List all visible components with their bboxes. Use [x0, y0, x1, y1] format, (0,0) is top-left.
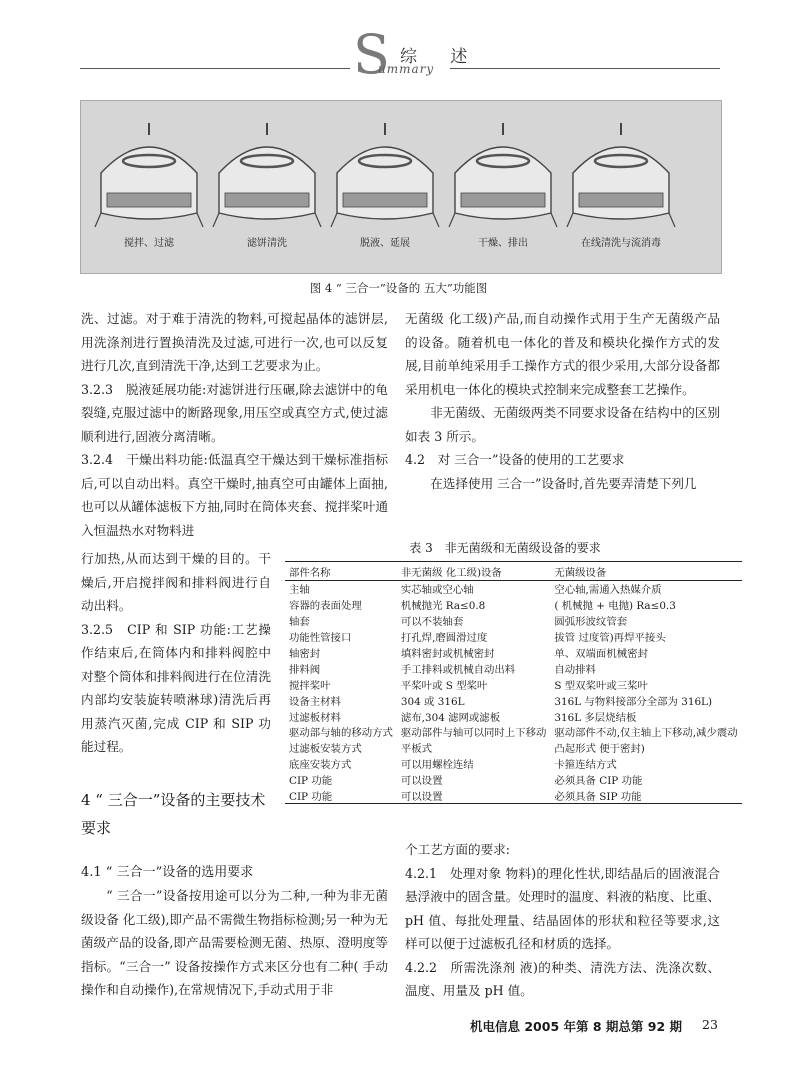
paragraph: 4.2.1 处理对象 物料)的理化性状,即结晶后的固液混合悬浮液中的固含量。处理时的温度、料液的粘度、比重、pH 值、每批处理量、结晶固体的形状和粒径等要求,这样可以便于过滤板孔径和材质的选择。 — [405, 865, 720, 951]
header-rule-right — [450, 68, 720, 69]
figure-panel-label: 干燥、排出 — [478, 238, 528, 249]
table-cell: 平板式 — [400, 743, 433, 756]
table-row — [285, 613, 742, 629]
paragraph: 4.2.2 所需洗涤剂 液)的种类、清洗方法、洗涤次数、温度、用量及 pH 值。 — [405, 959, 720, 998]
figure-panel-label: 脱液、延展 — [360, 238, 410, 249]
figure-caption: 图 4 “ 三合一”设备的 五大”功能图 — [309, 281, 488, 295]
table-cell: 必须具备 CIP 功能 — [554, 775, 643, 788]
table-cell: 316L 与物料接部分全部为 316L) — [554, 695, 713, 708]
page-number: 23 — [702, 1017, 718, 1032]
section-subtitle: ummary — [378, 62, 435, 76]
table-row — [285, 660, 742, 676]
table-cell: 驱动部件不动,仅主轴上下移动,减少震动 — [554, 727, 738, 740]
paragraph: “ 三合一”设备按用途可以分为二种,一种为非无菌级设备 化工级),即产品不需微生物指标检测;另一种为无菌级产品的设备,即产品需要检测无菌、热原、澄明度等指标。“三合一” 设备按操作方式来区分也有二种( 手动操作和自动操作),在常规情况下,手动式用于非 — [81, 888, 388, 997]
table-cell: 容器的表面处理 — [289, 600, 362, 613]
table-row — [285, 692, 742, 708]
paragraph: 洗、过滤。对于难于清洗的物料,可搅起晶体的滤饼层,用洗涤剂进行置换清洗及过滤,可进行一次,也可以反复进行几次,直到清洗干净,达到工艺要求为止。 — [81, 311, 388, 373]
table-row — [285, 676, 742, 692]
table-cell: 单、双端面机械密封 — [554, 648, 648, 660]
table-cell: 必须具备 SIP 功能 — [550, 788, 741, 804]
table-cell: 搅拌桨叶 — [289, 679, 331, 692]
journal-footer: 机电信息 2005 年第 8 期总第 92 期 — [470, 1019, 682, 1034]
column-header: 非无菌级 化工级)设备 — [397, 562, 550, 581]
table-row — [285, 597, 742, 613]
paragraph: 3.2.3 脱液延展功能:对滤饼进行压碾,除去滤饼中的龟裂缝,克服过滤中的断路现象,用压空或真空方式,使过滤顺利进行,固液分离清晰。 — [81, 381, 388, 444]
table-cell: 轴套 — [289, 616, 310, 629]
right-column-top — [405, 307, 720, 495]
table-row — [285, 708, 742, 724]
paragraph: 个工艺方面的要求: — [405, 842, 510, 857]
table-cell: 驱动部与轴的移动方式 — [289, 727, 393, 740]
table-cell: 拔管 过度管)再焊平接头 — [554, 632, 666, 645]
table-cell: 功能性管接口 — [289, 632, 352, 645]
table-cell: 过滤板安装方式 — [289, 743, 362, 756]
section-title: 综 述 — [400, 47, 482, 67]
table-cell: CIP 功能 — [285, 788, 397, 804]
table-header-row — [285, 562, 742, 581]
table-cell: 轴密封 — [289, 648, 321, 660]
table-cell: 可以不装轴套 — [400, 616, 464, 629]
table-cell: 底座安装方式 — [289, 759, 352, 772]
table-cell: 过滤板材料 — [289, 711, 341, 724]
table-cell: 圆弧形波纹管套 — [554, 616, 628, 629]
table-3 — [285, 561, 742, 804]
table-row — [285, 740, 742, 756]
table-cell: 卡箍连结方式 — [554, 759, 617, 772]
table-cell: 填料密封或机械密封 — [400, 648, 495, 660]
table-cell: 滤布,304 滤网或滤板 — [400, 711, 501, 724]
section-4-1-heading: 4.1 “ 三合一”设备的选用要求 — [81, 865, 254, 880]
table-row — [285, 645, 742, 661]
column-header: 部件名称 — [285, 562, 397, 581]
table-cell: ( 机械抛 + 电抛) Ra≤0.3 — [554, 600, 676, 613]
table-title: 表 3 非无菌级和无菌级设备的要求 — [409, 541, 601, 555]
table-cell: 自动排料 — [554, 663, 596, 676]
column-header: 无菌级设备 — [550, 562, 741, 581]
paragraph: 3.2.5 CIP 和 SIP 功能:工艺操作结束后,在筒体内和排料阀腔中对整个筒体和排料阀进行在位清洗 内部均安装旋转喷淋球)清洗后再用蒸汽灭菌,完成 CIP 和 SIP 功能过程。 — [81, 621, 271, 754]
table-cell: CIP 功能 — [289, 775, 333, 788]
table-row — [285, 581, 742, 597]
table-cell: 可以设置 — [397, 788, 550, 804]
paragraph: 在选择使用 三合一”设备时,首先要弄清楚下列几 — [430, 475, 697, 491]
table-row — [285, 629, 742, 645]
figure-4 — [80, 100, 722, 274]
figure-illustration — [81, 101, 721, 273]
table-cell: 空心轴,需通入热媒介质 — [554, 584, 662, 597]
figure-panel-label: 搅拌、过滤 — [124, 238, 174, 249]
table-cell: 304 或 316L — [400, 695, 465, 708]
paragraph: 非无菌级、无菌级两类不同要求设备在结构中的区别如表 3 所示。 — [405, 405, 720, 444]
table-cell: 手工排料或机械自动出料 — [400, 663, 516, 676]
left-column-top — [81, 307, 388, 542]
table-row — [285, 788, 742, 804]
figure-panel-label: 在线清洗与流消毒 — [581, 238, 661, 249]
table-cell: 平桨叶或 S 型桨叶 — [400, 679, 488, 692]
table-cell: 驱动部件与轴可以同时上下移动 — [400, 727, 547, 740]
table-row — [285, 756, 742, 772]
left-column-narrow — [81, 547, 271, 759]
table-cell: 凸起形式 便于密封) — [554, 743, 645, 756]
table-cell: 316L 多层烧结板 — [554, 711, 637, 724]
section-4-2-heading: 4.2 对 三合一”设备的使用的工艺要求 — [405, 452, 625, 467]
header-letter: S — [353, 23, 390, 86]
header-rule-left — [80, 68, 350, 69]
table-cell: 实芯轴或空心轴 — [400, 584, 474, 597]
table-cell: 可以设置 — [400, 775, 443, 788]
table-cell: 设备主材料 — [289, 695, 341, 708]
table-cell: 主轴 — [289, 584, 310, 597]
figure-panel-label: 滤饼清洗 — [247, 238, 287, 249]
right-column-bottom — [405, 838, 720, 1003]
paragraph: 无菌级 化工级)产品,而自动操作式用于生产无菌级产品的设备。随着机电一体化的普及和模块化操作方式的发展,目前单纯采用手工操作方式的很少采用,大部分设备都采用机电一体化的模块式控制来完成整套工艺操作。 — [405, 311, 720, 397]
table-cell: S 型双桨叶或三桨叶 — [554, 679, 648, 692]
table-row — [285, 772, 742, 788]
paragraph: 行加热,从而达到干燥的目的。干燥后,开启搅拌阀和排料阀进行自动出料。 — [81, 551, 271, 613]
paragraph: 3.2.4 干燥出料功能:低温真空干燥达到干燥标准指标后,可以自动出料。真空干燥时,抽真空可由罐体上面抽,也可以从罐体滤板下方抽,同时在筒体夹套、搅拌桨叶通入恒温热水对物料进 — [81, 452, 388, 538]
table-row — [285, 724, 742, 740]
left-column-bottom — [81, 884, 388, 1002]
section-4-heading: 4 “ 三合一”设备的主要技术要求 — [81, 791, 266, 837]
table-cell: 可以用螺栓连结 — [400, 759, 474, 772]
table-cell: 排料阀 — [289, 663, 321, 676]
table-cell: 机械抛光 Ra≤0.8 — [400, 600, 486, 613]
table-cell: 打孔焊,磨圆滑过度 — [400, 632, 488, 645]
